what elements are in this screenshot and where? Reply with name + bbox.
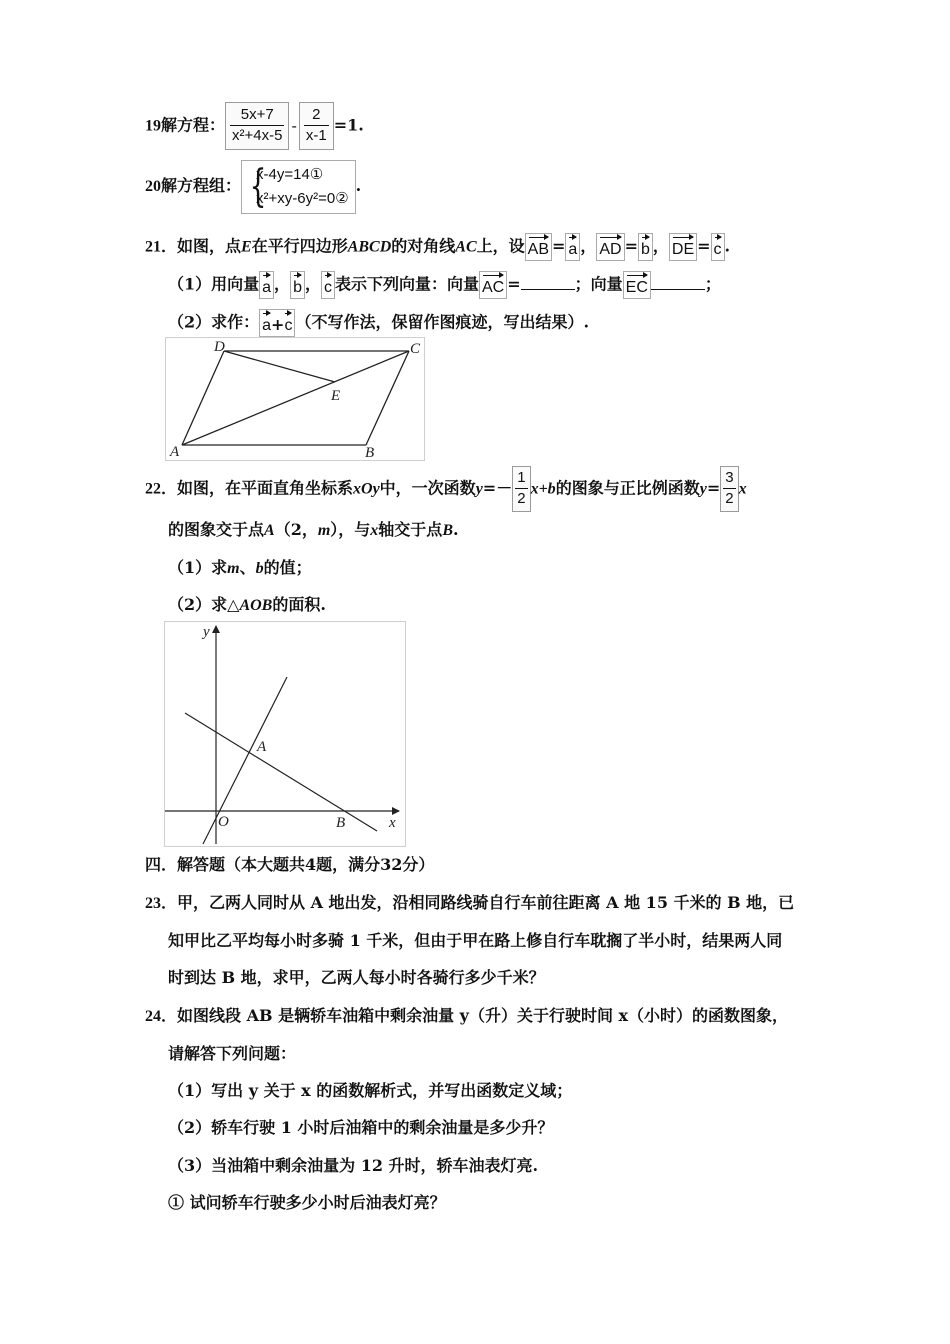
label-b: B — [365, 445, 375, 461]
vector-c: c — [324, 272, 332, 298]
q19-frac1-numerator: 5x+7 — [230, 105, 284, 126]
vector-a: a — [262, 310, 271, 336]
q22-equals: = — [706, 478, 721, 498]
q21-p1-vector-c — [321, 271, 335, 299]
q22-m: m — [317, 522, 331, 539]
q19-frac1-denominator: x²+4x-5 — [232, 127, 283, 145]
q23-number: 23 — [145, 895, 161, 912]
q21-vector-ab — [525, 233, 552, 261]
q22-y: y — [475, 480, 483, 498]
q24-text: ．如图线段 AB 是辆轿车油箱中剩余油量 y（升）关于行驶时间 x（小时）的函数图象， — [161, 1006, 789, 1025]
label-d: D — [214, 339, 225, 355]
q22-fraction-half — [512, 466, 530, 512]
label-c: C — [410, 341, 421, 357]
q20-end: . — [355, 176, 362, 195]
q22-p1-sep: 、 — [239, 558, 256, 577]
q21-answer-blank-1[interactable] — [521, 275, 575, 290]
q19-label: 解方程： — [161, 115, 226, 135]
q22-y: y — [699, 480, 707, 498]
q20-eq2: x²+xy-6y²=0② — [256, 189, 349, 207]
q21-parallelogram-figure — [165, 337, 425, 461]
label-e: E — [331, 388, 341, 404]
q22-period: . — [452, 520, 459, 539]
q21-text: ．如图，点 — [161, 236, 242, 256]
q19-line — [145, 102, 364, 148]
q20-label: 解方程组： — [161, 176, 242, 195]
q22-equals-minus: =－ — [482, 478, 513, 498]
q21-p1-label: （1）用向量 — [168, 274, 260, 294]
q21-text: 的对角线 — [391, 236, 456, 256]
q22-xoy: xOy — [353, 480, 380, 498]
q24-part1: （1）写出 y 关于 x 的函数解析式，并写出函数定义域； — [168, 1081, 573, 1100]
q24-line-2: 请解答下列问题： — [168, 1044, 297, 1063]
q22-p1-m: m — [227, 560, 240, 577]
q22-p1-label: （1）求 — [168, 558, 228, 577]
q22-frac2-denominator: 2 — [725, 490, 734, 508]
q19-equals: =1. — [333, 115, 364, 135]
q22-text: 的图象与正比例函数 — [555, 478, 700, 498]
q21-ac: AC — [455, 238, 477, 256]
q22-text: ．如图，在平面直角坐标系 — [161, 478, 354, 498]
vector-b: b — [293, 272, 302, 298]
label-a: A — [257, 739, 267, 755]
q21-p1-end: ； — [704, 274, 721, 294]
q19-minus: - — [291, 115, 297, 135]
q21-sep: ， — [274, 274, 291, 294]
q20-line — [145, 158, 361, 214]
q21-p1-vector-a — [259, 271, 274, 299]
q21-p2-label: （2）求作： — [168, 312, 260, 332]
q21-vector-c — [711, 233, 725, 261]
segment-de — [224, 351, 335, 382]
q24-part3-sub1: ① 试问轿车行驶多少小时后油表灯亮？ — [168, 1193, 446, 1212]
q22-part2 — [168, 594, 326, 617]
q19-frac2-numerator: 2 — [304, 105, 329, 126]
q21-comma: ， — [652, 236, 669, 256]
vector-ac: AC — [482, 272, 504, 298]
vector-b: b — [641, 234, 650, 260]
q21-abcd: ABCD — [347, 238, 392, 256]
vector-ec: EC — [626, 272, 648, 298]
q22-text: 轴交于点 — [378, 520, 443, 539]
q22-p1-end: 的值； — [263, 558, 312, 577]
q21-equals: = — [624, 236, 638, 256]
q22-frac2-numerator: 3 — [723, 468, 735, 489]
q24-number: 24 — [145, 1008, 161, 1025]
q23-line-2: 知甲比乙平均每小时多骑 1 千米，但由于甲在路上修自行车耽搁了半小时，结果两人同 — [168, 931, 783, 950]
q21-period: . — [724, 236, 731, 256]
q22-point-a: A — [264, 522, 275, 539]
q21-number: 21 — [145, 238, 161, 256]
q22-point-b: B — [442, 522, 453, 539]
label-y: y — [203, 624, 210, 640]
q22-p2-end: 的面积. — [272, 595, 326, 614]
q21-part1 — [168, 271, 721, 299]
q21-p1-vector-ac — [479, 271, 507, 299]
q22-stem — [145, 466, 747, 510]
q21-equals: = — [507, 274, 521, 294]
q21-vector-ad — [596, 233, 624, 261]
vector-ad: AD — [599, 234, 621, 260]
q24-part2: （2）轿车行驶 1 小时后油箱中的剩余油量是多少升？ — [168, 1118, 554, 1137]
q21-vector-de — [669, 233, 697, 261]
q23-line-3: 时到达 B 地，求甲，乙两人每小时各骑行多少千米？ — [168, 968, 545, 987]
line-y-neg-half-x-plus-b — [185, 713, 377, 831]
q23-text: ．甲，乙两人同时从 A 地出发，沿相同路线骑自行车前往距离 A 地 15 千米的 B 地，已 — [161, 893, 795, 912]
q21-answer-blank-2[interactable] — [651, 275, 705, 290]
q22-coord: （2， — [274, 520, 318, 539]
q22-frac1-denominator: 2 — [517, 490, 526, 508]
label-a: A — [170, 444, 180, 460]
q21-text: 在平行四边形 — [251, 236, 348, 256]
q21-vector-a — [565, 233, 580, 261]
q22-x: x — [738, 480, 747, 498]
q20-equation-system — [241, 160, 356, 214]
q23-line-1 — [145, 892, 794, 915]
vector-a: a — [568, 234, 577, 260]
q22-text: 的图象交于点 — [168, 520, 265, 539]
q22-coordinate-figure — [164, 621, 406, 847]
q24-line-1 — [145, 1005, 788, 1028]
label-b: B — [336, 815, 346, 831]
q22-stem-line2 — [168, 519, 459, 542]
q22-p2-label: （2）求△ — [168, 595, 240, 614]
q20-brace: { — [249, 160, 267, 212]
label-x: x — [389, 815, 396, 831]
q21-point-e: E — [241, 238, 252, 256]
q19-number: 19 — [145, 117, 161, 135]
q21-p1-vector-b — [290, 271, 305, 299]
q22-x-plus-b: x+b — [530, 480, 556, 498]
q22-number: 22 — [145, 480, 161, 498]
vector-de: DE — [672, 234, 694, 260]
label-o: O — [218, 814, 229, 830]
q21-p2-expression — [259, 309, 295, 337]
q21-part2 — [168, 309, 589, 337]
q21-p1-text: ；向量 — [574, 274, 623, 294]
q21-p1-vector-ec — [623, 271, 651, 299]
q21-p2-note: （不写作法，保留作图痕迹，写出结果）. — [295, 312, 590, 332]
q21-vector-b — [638, 233, 653, 261]
q22-frac1-numerator: 1 — [515, 468, 527, 489]
q22-p1-b: b — [255, 560, 264, 577]
q24-part3: （3）当油箱中剩余油量为 12 升时，轿车油表灯亮. — [168, 1156, 539, 1175]
q22-part1 — [168, 557, 312, 580]
q19-frac2-denominator: x-1 — [305, 127, 327, 145]
q21-equals: = — [552, 236, 566, 256]
q22-coord: ），与 — [330, 520, 371, 539]
q22-p2-triangle: AOB — [239, 597, 273, 614]
diagonal-ac — [182, 351, 409, 445]
plus-sign: + — [271, 315, 285, 334]
section-4-title: 四．解答题（本大题共4题，满分32分） — [145, 855, 435, 874]
q21-stem — [145, 233, 730, 261]
q21-p1-text: 表示下列向量：向量 — [334, 274, 479, 294]
q21-equals: = — [697, 236, 711, 256]
q22-fraction-three-halves — [720, 466, 738, 512]
vector-ab: AB — [528, 234, 549, 260]
q20-eq1: x-4y=14① — [256, 165, 324, 183]
q19-fraction-1 — [225, 102, 289, 150]
q22-x-axis: x — [370, 522, 379, 539]
q21-text: 上，设 — [476, 236, 525, 256]
vector-c: c — [284, 310, 292, 336]
vector-c: c — [714, 234, 722, 260]
side-bc — [366, 351, 409, 445]
q21-comma: ， — [580, 236, 597, 256]
q21-sep: ， — [304, 274, 321, 294]
vector-a: a — [262, 272, 271, 298]
q19-fraction-2 — [299, 102, 334, 150]
q22-text: 中，一次函数 — [379, 478, 476, 498]
q20-number: 20 — [145, 178, 161, 195]
